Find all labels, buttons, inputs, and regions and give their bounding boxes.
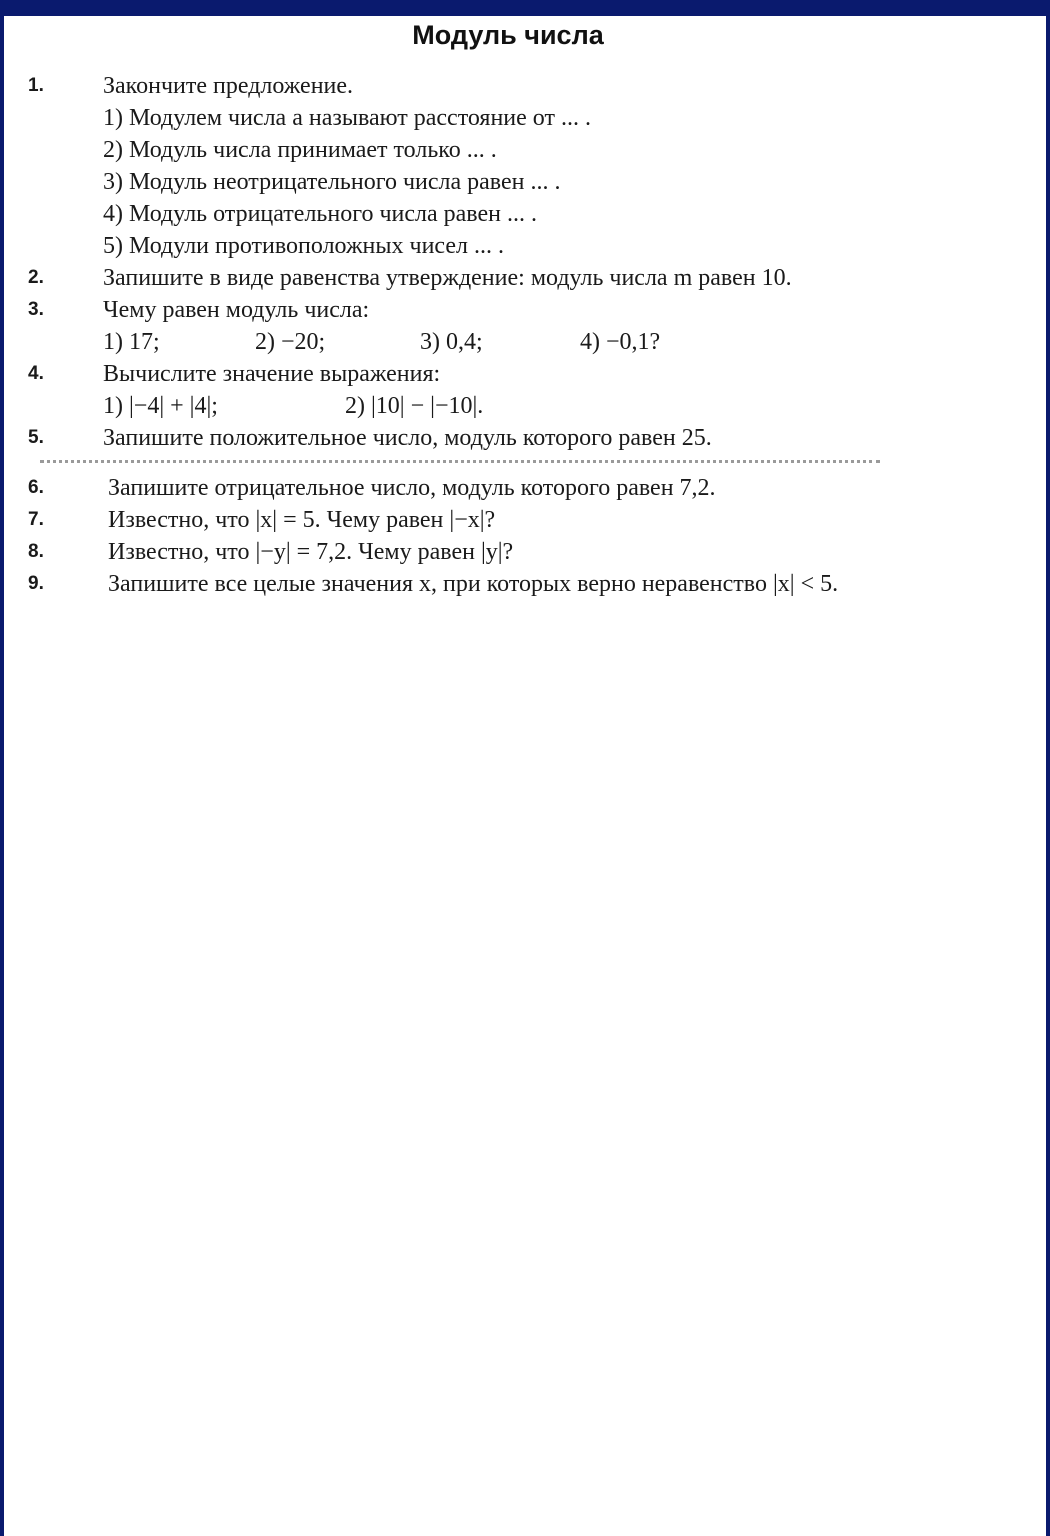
task-number: 5. [28,427,44,448]
option-1: 1) |−4| + |4|; [103,393,218,419]
option-3: 3) 0,4; [420,329,483,355]
task-1-item-1 [0,102,1050,134]
option-1: 1) 17; [103,329,160,355]
divider-line [40,460,880,463]
task-text: Известно, что |x| = 5. Чему равен |−x|? [108,507,496,533]
top-border-bar [0,0,1050,16]
task-number: 4. [28,363,44,384]
task-7 [0,504,1050,536]
task-6 [0,472,1050,504]
task-1-item-5 [0,230,1050,262]
option-2: 2) |10| − |−10|. [345,393,484,419]
task-text: Закончите предложение. [103,73,354,99]
sub-item-text: 1) Модулем числа a называют расстояние от ... . [103,105,591,131]
task-text: Чему равен модуль числа: [103,297,370,323]
task-1-item-2 [0,134,1050,166]
task-number: 1. [28,75,44,96]
task-4-options [0,390,1050,422]
task-text: Запишите положительное число, модуль которого равен 25. [103,425,712,451]
sub-item-text: 2) Модуль числа принимает только ... . [103,137,497,163]
task-text: Запишите отрицательное число, модуль которого равен 7,2. [108,475,716,501]
task-number: 6. [28,477,44,498]
task-text: Запишите все целые значения x, при которых верно неравенство |x| < 5. [108,571,839,597]
task-8 [0,536,1050,568]
task-number: 3. [28,299,44,320]
task-list [0,70,1050,600]
task-5 [0,422,1050,454]
task-text: Известно, что |−y| = 7,2. Чему равен |y|? [108,539,514,565]
option-4: 4) −0,1? [580,329,661,355]
page-title: Модуль числа [412,20,604,50]
task-1-item-4 [0,198,1050,230]
task-number: 7. [28,509,44,530]
sub-item-text: 4) Модуль отрицательного числа равен ... . [103,201,537,227]
task-number: 2. [28,267,44,288]
task-text: Запишите в виде равенства утверждение: модуль числа m равен 10. [103,265,792,291]
sub-item-text: 5) Модули противоположных чисел ... . [103,233,504,259]
task-text: Вычислите значение выражения: [103,361,441,387]
task-1-item-3 [0,166,1050,198]
task-number: 8. [28,541,44,562]
task-3 [0,294,1050,326]
task-1 [0,70,1050,102]
option-2: 2) −20; [255,329,326,355]
task-9 [0,568,1050,600]
task-3-options [0,326,1050,358]
scan-divider [0,454,1050,472]
sub-item-text: 3) Модуль неотрицательного числа равен ... . [103,169,561,195]
task-2 [0,262,1050,294]
task-4 [0,358,1050,390]
task-number: 9. [28,573,44,594]
